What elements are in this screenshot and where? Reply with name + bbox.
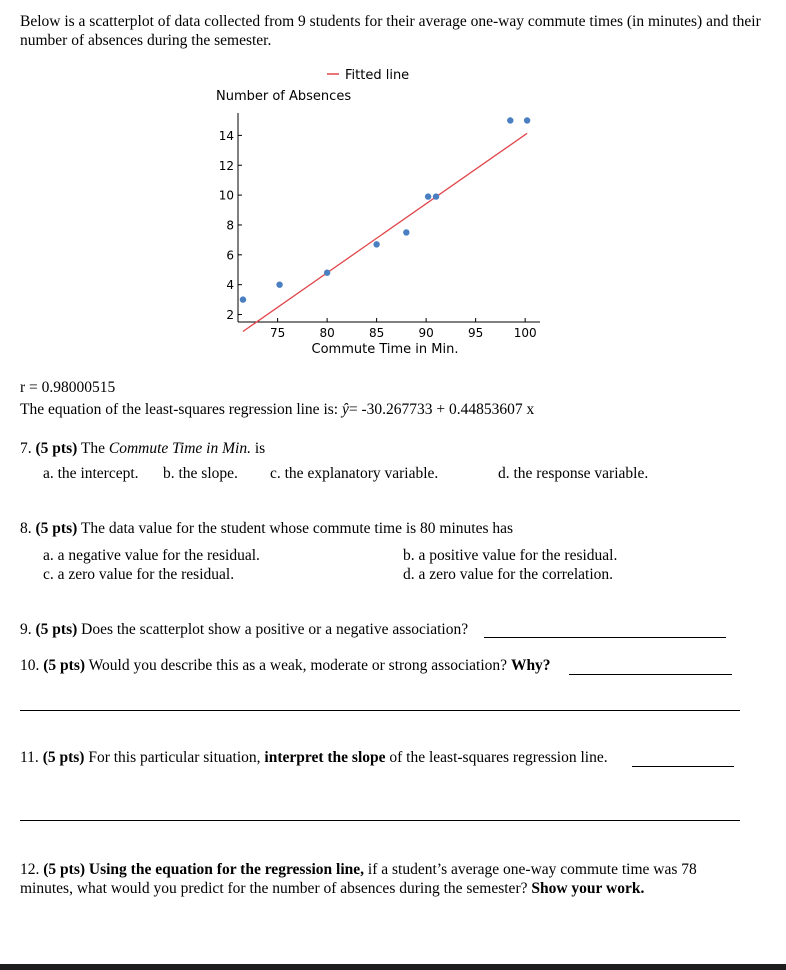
data-point: [433, 193, 439, 199]
question-9: 9. (5 pts) Does the scatterplot show a positive or a negative association?: [20, 621, 469, 638]
q8-option-a[interactable]: a. a negative value for the residual.: [43, 547, 260, 564]
y-hat-symbol: ŷ: [341, 401, 349, 418]
y-tick-label: 6: [226, 248, 234, 263]
y-tick-label: 10: [218, 188, 234, 203]
q8-option-c[interactable]: c. a zero value for the residual.: [43, 566, 235, 583]
question-10: 10. (5 pts) Would you describe this as a weak, moderate or strong association? Why?: [20, 657, 551, 674]
data-point: [240, 296, 246, 302]
data-point: [507, 117, 513, 123]
x-tick-label: 85: [368, 326, 385, 340]
y-tick-label: 4: [226, 278, 234, 293]
y-ticks: [219, 129, 242, 322]
data-point: [276, 281, 282, 287]
data-point: [324, 270, 330, 276]
x-tick-label: 90: [418, 326, 434, 340]
equation-body: = -30.267733 + 0.44853607 x: [348, 401, 535, 418]
q11-answer-line[interactable]: [632, 766, 734, 767]
question-8: 8. (5 pts) The data value for the student whose commute time is 80 minutes has: [20, 520, 514, 537]
q7-option-c[interactable]: c. the explanatory variable.: [270, 465, 439, 482]
q11-answer-line-2[interactable]: [20, 820, 740, 821]
x-ticks: [270, 318, 537, 340]
x-tick-label: 100: [513, 326, 537, 340]
x-axis-label: Commute Time in Min.: [311, 342, 459, 357]
q10-answer-line[interactable]: [569, 674, 732, 675]
y-axis-label: Number of Absences: [216, 89, 352, 104]
q10-answer-line-2[interactable]: [20, 710, 740, 711]
data-point: [373, 241, 379, 247]
data-points: [240, 117, 531, 303]
question-12: 12. (5 pts) Using the equation for the regression line, if a student’s average one-way commute time was 78 minutes, what would you predict for the number of absences during the semester? Show your work.: [20, 861, 697, 897]
q7-option-a[interactable]: a. the intercept.: [43, 465, 139, 482]
data-point: [425, 193, 431, 199]
y-tick-label: 8: [226, 218, 234, 233]
x-tick-label: 75: [269, 326, 286, 340]
data-point: [524, 117, 530, 123]
bottom-edge-bar: [0, 964, 786, 970]
x-tick-label: 80: [319, 326, 335, 340]
y-tick-label: 2: [226, 308, 234, 323]
y-tick-label: 12: [218, 158, 234, 173]
q8-option-b[interactable]: b. a positive value for the residual.: [403, 547, 618, 564]
q7-option-b[interactable]: b. the slope.: [163, 465, 238, 482]
q9-answer-line[interactable]: [484, 637, 726, 638]
fitted-line: [243, 133, 527, 331]
x-tick-label: 95: [467, 326, 484, 340]
intro-text: Below is a scatterplot of data collected from 9 students for their average one-way commute times (in minutes) and their number of absences during the semester.: [20, 13, 761, 49]
scatterplot: [0, 0, 786, 370]
legend-label: Fitted line: [345, 68, 410, 83]
regression-equation: [20, 401, 534, 419]
q7-option-d[interactable]: d. the response variable.: [498, 465, 649, 482]
equation-prefix: The equation of the least-squares regression line is:: [20, 401, 342, 418]
q8-option-d[interactable]: d. a zero value for the correlation.: [403, 566, 614, 583]
data-point: [403, 229, 409, 235]
chart-legend: [327, 68, 409, 83]
y-tick-label: 14: [218, 128, 234, 143]
correlation-value: r = 0.98000515: [20, 379, 116, 396]
question-11: 11. (5 pts) For this particular situation, interpret the slope of the least-squares regression line.: [20, 749, 608, 766]
question-7: 7. (5 pts) The Commute Time in Min. is: [20, 440, 266, 457]
